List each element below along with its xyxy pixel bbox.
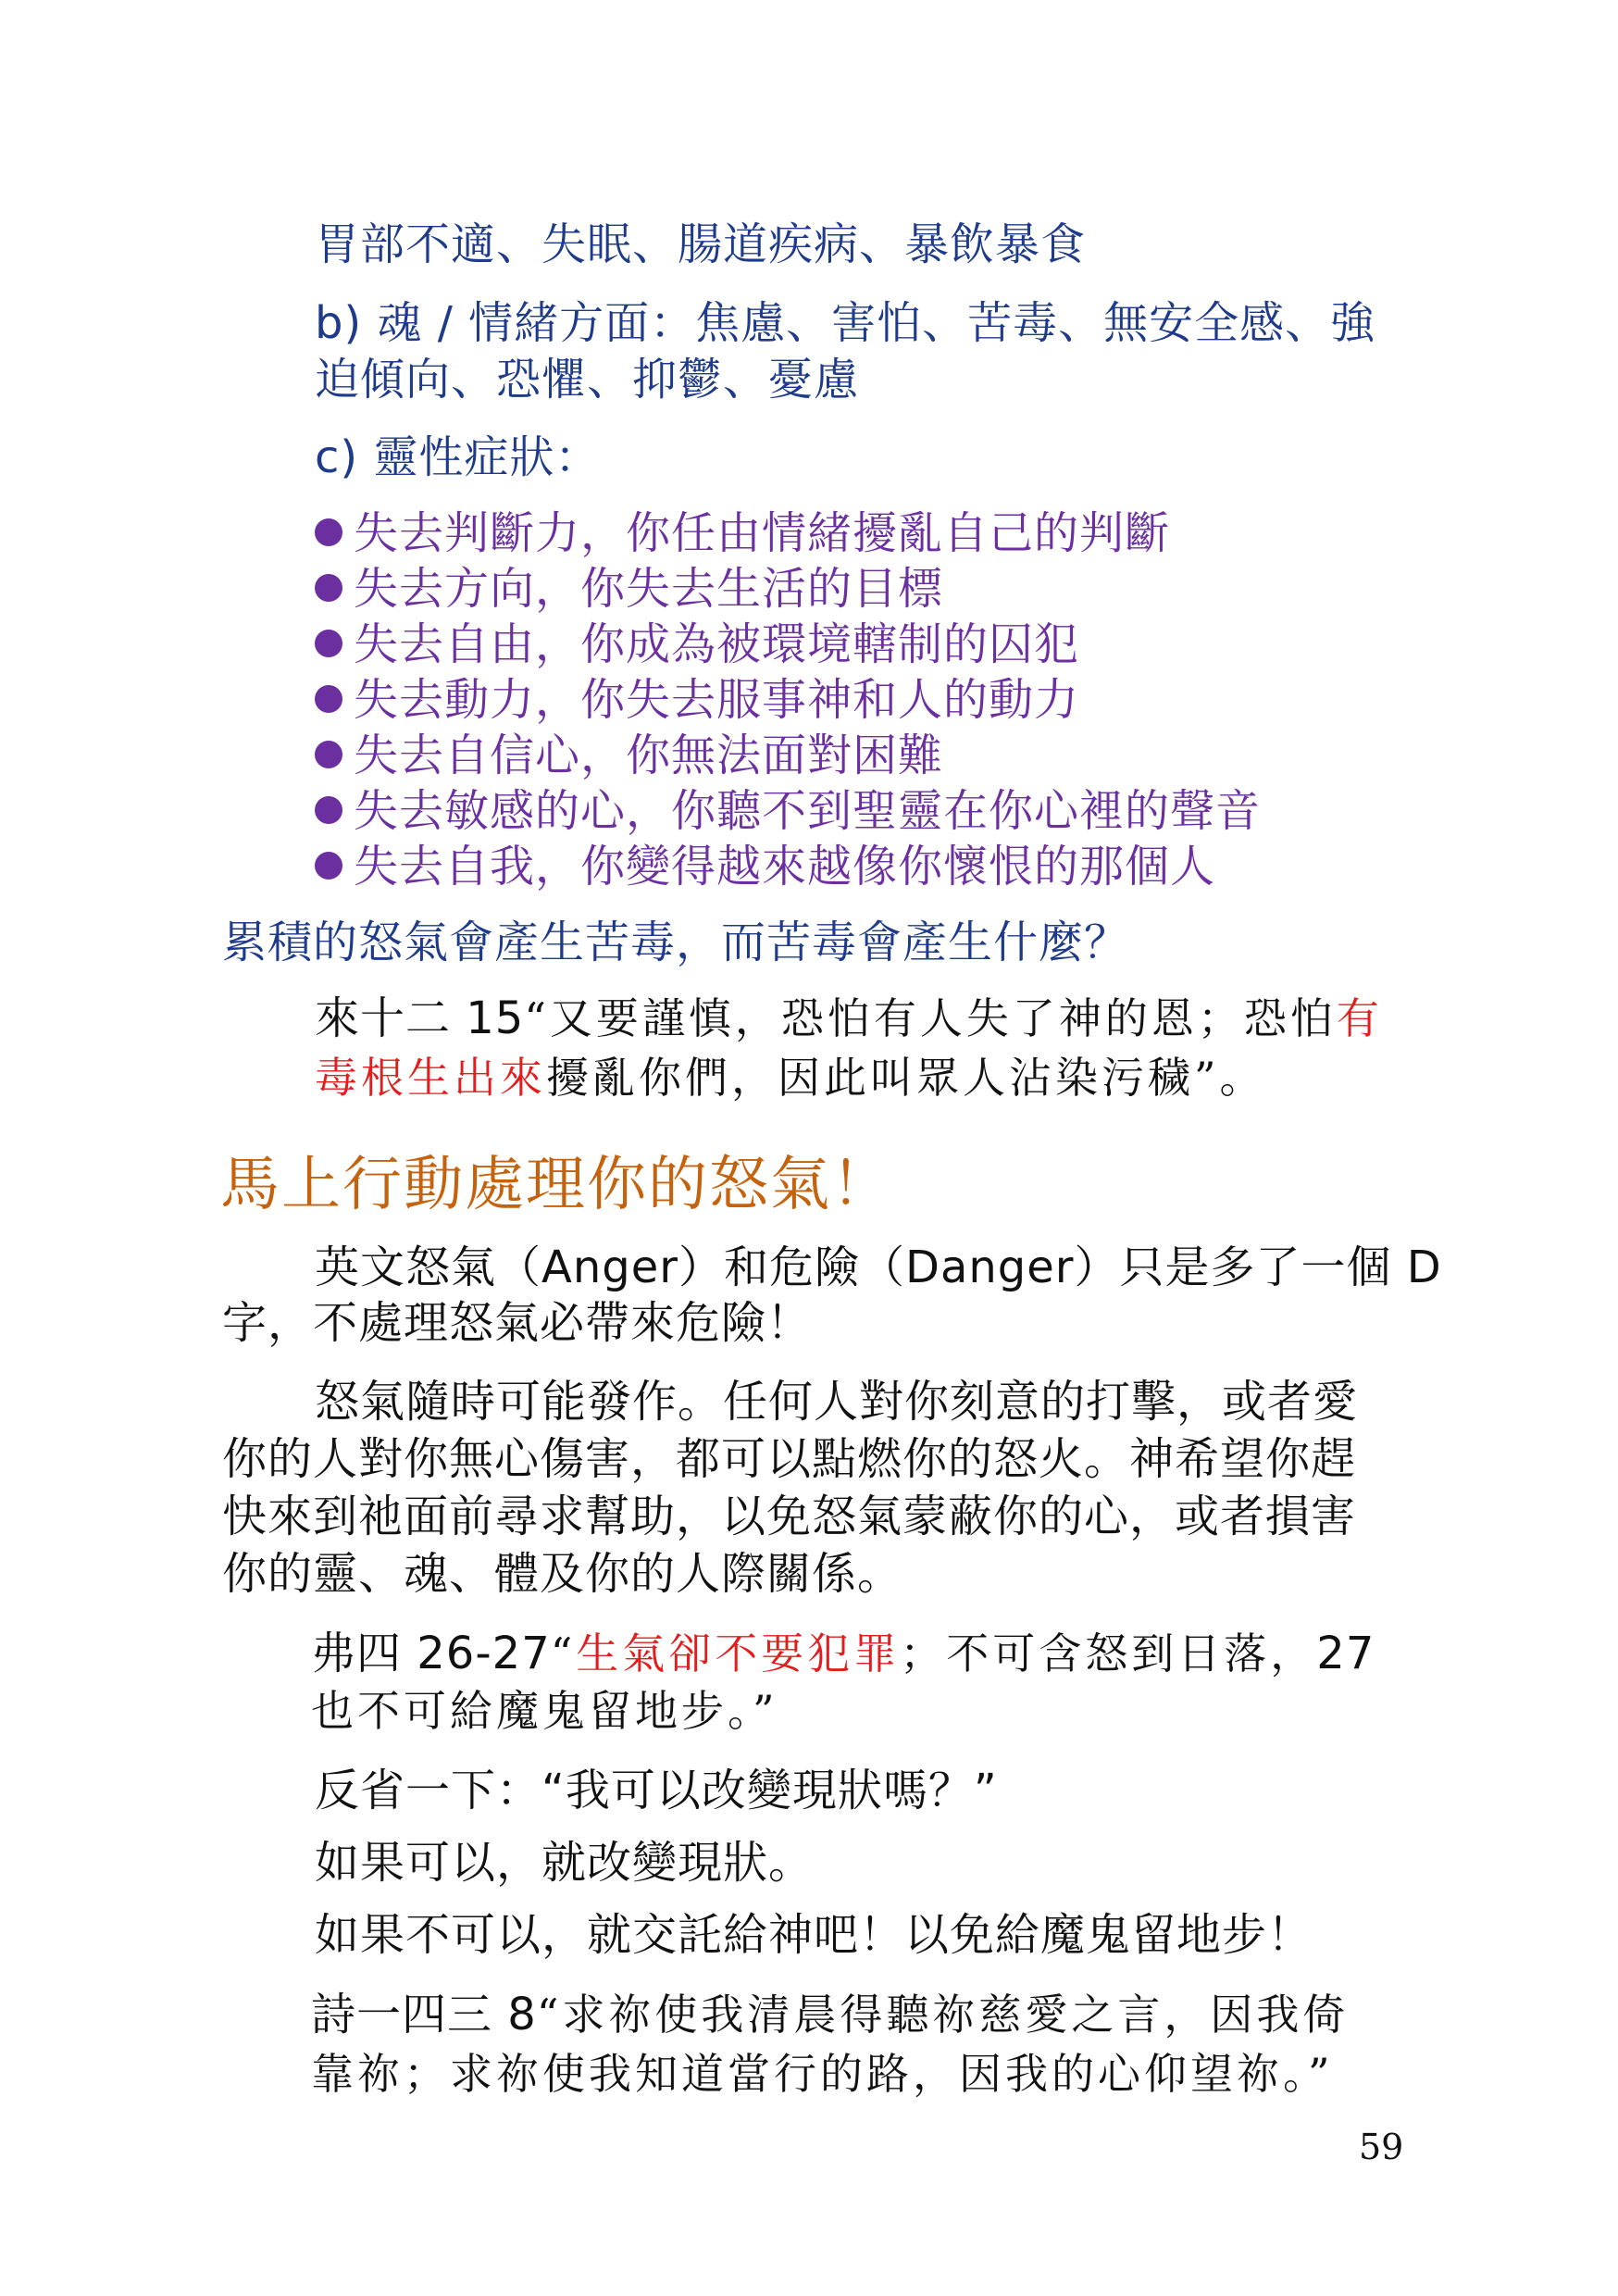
bullet-dot-icon (315, 852, 342, 880)
verse-line: 靠祢；求祢使我知道當行的路，因我的心仰望祢。” (311, 2049, 1334, 2099)
page-number: 59 (1359, 2127, 1404, 2167)
list-item: 失去自由，你成為被環境轄制的囚犯 (315, 622, 1079, 667)
body-line: 胃部不適、失眠、腸道疾病、暴飲暴食 (315, 218, 1087, 270)
bullet-dot-icon (315, 796, 342, 824)
list-item: 失去判斷力，你任由情緒擾亂自己的判斷 (315, 511, 1170, 555)
verse-line: 來十二 15“又要謹慎，恐怕有人失了神的恩；恐怕有 (315, 992, 1383, 1044)
reflection-line: 反省一下：“我可以改變現狀嗎？” (315, 1765, 998, 1816)
body-line: b) 魂 / 情緒方面：焦慮、害怕、苦毒、無安全感、強 (315, 297, 1376, 349)
verse-reference: 弗四 26-27 (311, 1628, 551, 1679)
paragraph-line: 快來到祂面前尋求幫助，以免怒氣蒙蔽你的心，或者損害 (222, 1491, 1357, 1542)
verse-line: 毒根生出來擾亂你們，因此叫眾人沾染污穢”。 (315, 1053, 1266, 1103)
bullet-dot-icon (315, 574, 342, 602)
body-line: 迫傾向、恐懼、抑鬱、憂慮 (315, 354, 860, 406)
verse-line: 弗四 26-27“生氣卻不要犯罪；不可含怒到日落，27 (311, 1628, 1375, 1679)
list-item: 失去自我，你變得越來越像你懷恨的那個人 (315, 844, 1215, 889)
bullet-dot-icon (315, 741, 342, 768)
reflection-line: 如果可以，就改變現狀。 (315, 1837, 815, 1889)
bullet-dot-icon (315, 685, 342, 713)
paragraph-line: 字，不處理怒氣必帶來危險！ (222, 1297, 813, 1349)
bullet-dot-icon (315, 518, 342, 546)
list-item: 失去方向，你失去生活的目標 (315, 567, 943, 611)
verse-line: 詩一四三 8“求祢使我清晨得聽祢慈愛之言，因我倚 (311, 1989, 1350, 2040)
body-line: c) 靈性症狀： (315, 431, 601, 483)
verse-line: 也不可給魔鬼留地步。” (311, 1686, 778, 1736)
verse-reference: 來十二 15 (315, 992, 525, 1044)
paragraph-line: 英文怒氣（Anger）和危險（Danger）只是多了一個 D (315, 1242, 1442, 1293)
bullet-dot-icon (315, 630, 342, 657)
verse-reference: 詩一四三 8 (311, 1989, 537, 2040)
question-line: 累積的怒氣會產生苦毒，而苦毒會產生什麼？ (222, 917, 1130, 968)
reflection-line: 如果不可以，就交託給神吧！以免給魔鬼留地步！ (315, 1909, 1313, 1961)
paragraph-line: 你的人對你無心傷害，都可以點燃你的怒火。神希望你趕 (222, 1433, 1357, 1485)
paragraph-line: 怒氣隨時可能發作。任何人對你刻意的打擊，或者愛 (315, 1376, 1359, 1428)
paragraph-line: 你的靈、魂、體及你的人際關係。 (222, 1548, 903, 1600)
list-item: 失去自信心，你無法面對困難 (315, 733, 943, 778)
section-heading: 馬上行動處理你的怒氣！ (220, 1151, 892, 1219)
list-item: 失去動力，你失去服事神和人的動力 (315, 678, 1079, 722)
list-item: 失去敏感的心，你聽不到聖靈在你心裡的聲音 (315, 789, 1261, 833)
